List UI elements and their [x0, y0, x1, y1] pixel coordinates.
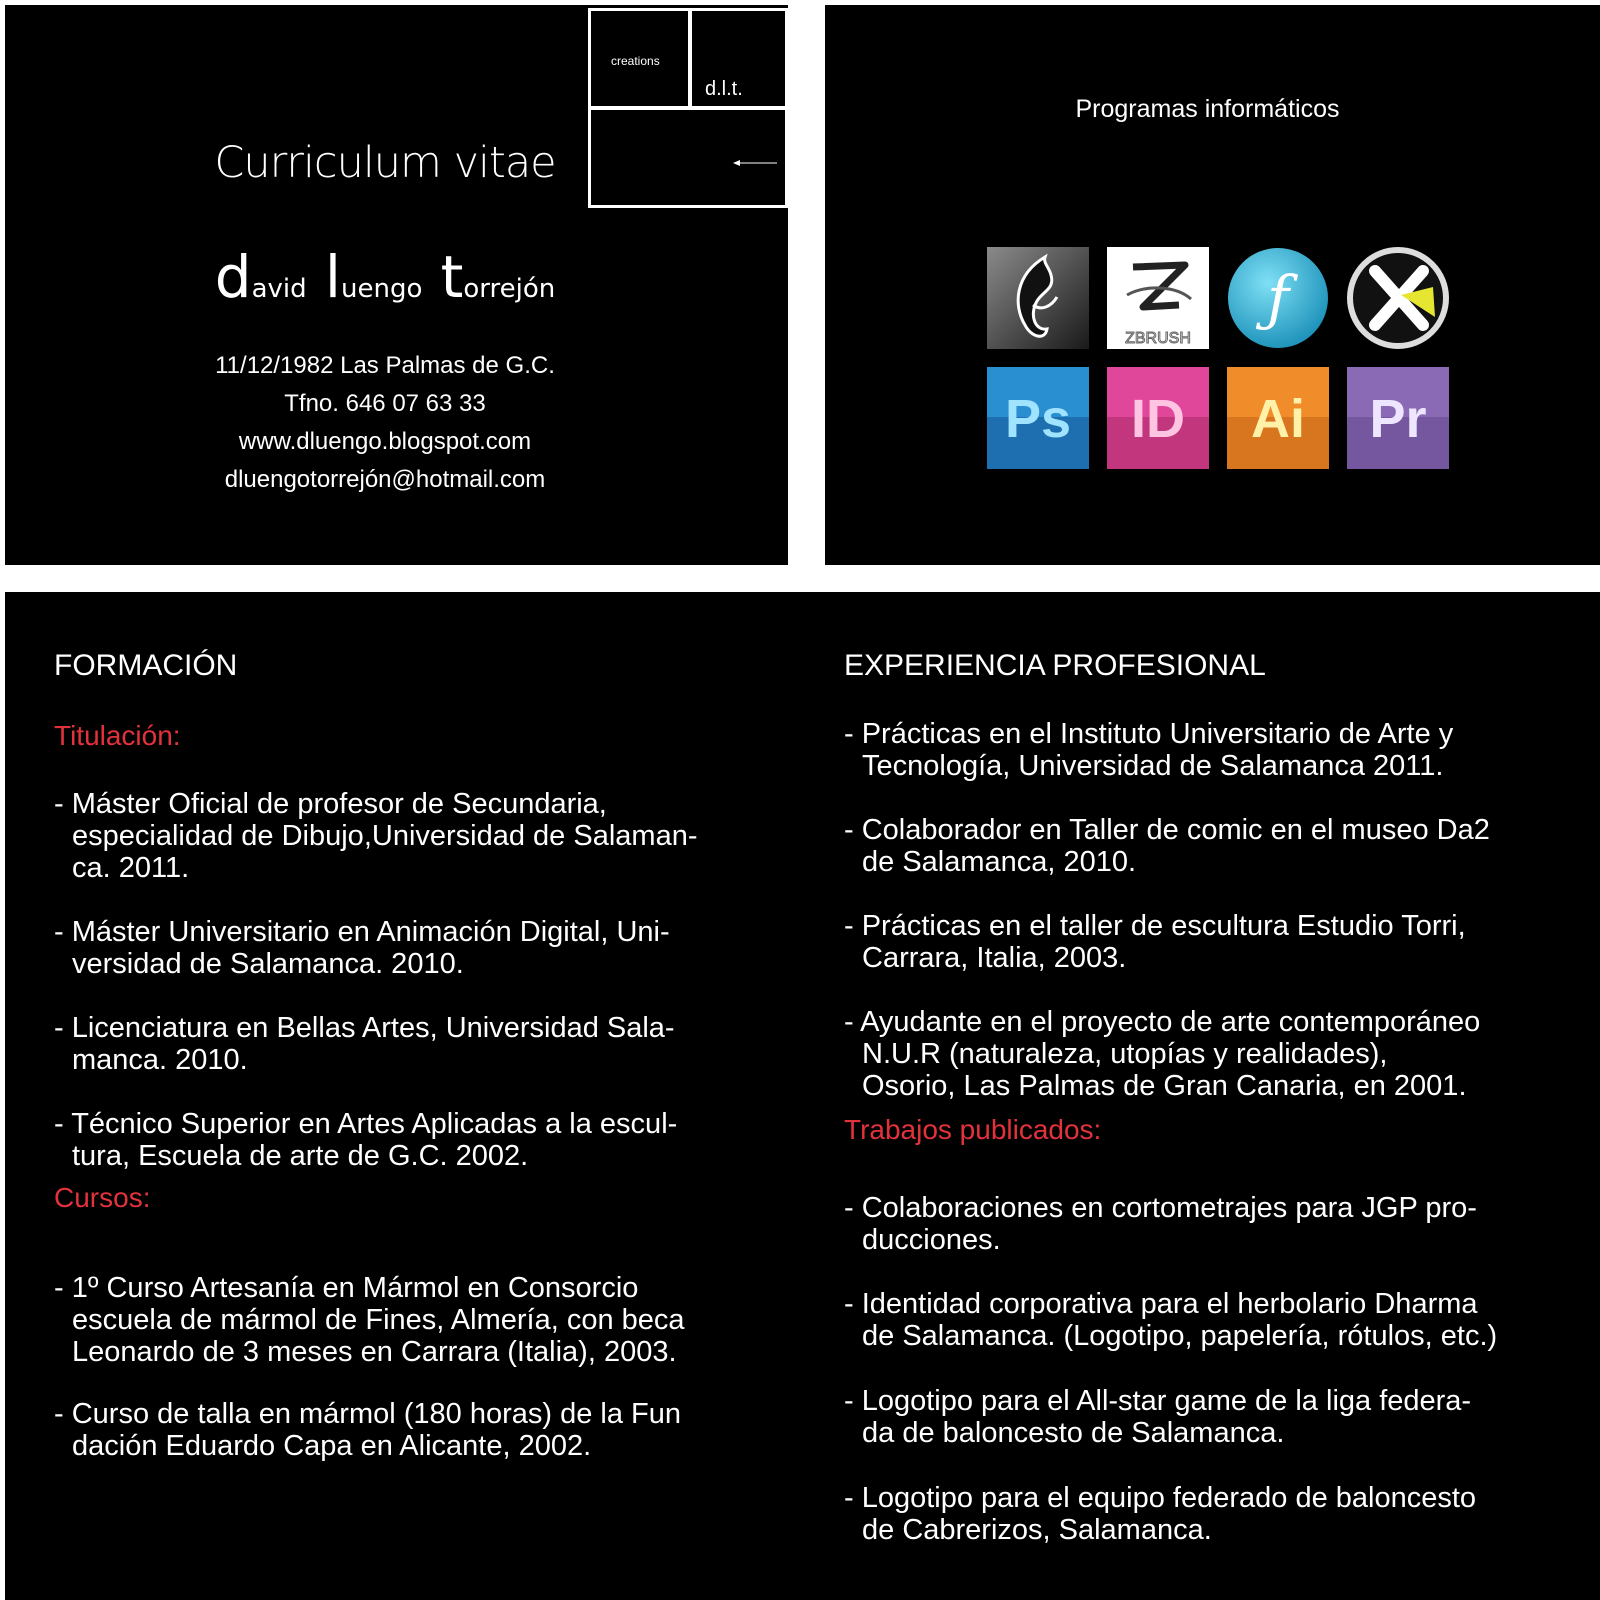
- item-line: - Prácticas en el taller de escultura Estudio Torri,: [844, 910, 1466, 942]
- item-line: ducciones.: [862, 1224, 1001, 1256]
- trabajo-item: [844, 1482, 1476, 1546]
- item-line: manca. 2010.: [72, 1044, 248, 1076]
- birth-info: 11/12/1982 Las Palmas de G.C.: [215, 352, 555, 379]
- item-line: de Salamanca. (Logotipo, papelería, rótulos, etc.): [862, 1320, 1498, 1352]
- item-line: Tecnología, Universidad de Salamanca 2011.: [862, 750, 1444, 782]
- zbrush-icon: [1105, 245, 1211, 351]
- item-line: dación Eduardo Capa en Alicante, 2002.: [72, 1430, 592, 1462]
- item-line: - Máster Universitario en Animación Digital, Uni-: [54, 916, 670, 948]
- premiere-label: Pr: [1369, 389, 1427, 449]
- photoshop-label: Ps: [1004, 389, 1072, 449]
- item-line: Leonardo de 3 meses en Carrara (Italia), 2003.: [72, 1336, 677, 1368]
- illustrator-label: Ai: [1251, 389, 1305, 449]
- curso-item: [54, 1398, 681, 1462]
- flash-label: ƒ: [1266, 264, 1290, 334]
- item-line: - Prácticas en el Instituto Universitario de Arte y: [844, 718, 1454, 750]
- item-line: - Curso de talla en mármol (180 horas) de la Fun: [54, 1398, 682, 1430]
- content-panel: [5, 592, 1600, 1600]
- item-line: - Identidad corporativa para el herbolario Dharma: [844, 1288, 1478, 1320]
- item-line: especialidad de Dibujo,Universidad de Salaman-: [72, 820, 698, 852]
- zbrush-label: ZBRUSH: [1125, 330, 1191, 347]
- titulacion-item: [54, 788, 697, 884]
- item-line: versidad de Salamanca. 2010.: [72, 948, 464, 980]
- curso-item: [54, 1272, 685, 1368]
- trabajo-item: [844, 1192, 1477, 1256]
- indesign-icon: [1105, 365, 1211, 471]
- name-rest-2: uengo: [341, 274, 423, 304]
- experiencia-item: [844, 910, 1466, 974]
- logo-divider-vertical: [688, 11, 692, 109]
- name-initial-1: d: [214, 243, 252, 311]
- item-line: de Cabrerizos, Salamanca.: [862, 1514, 1212, 1546]
- programs-panel: [825, 5, 1600, 565]
- logo-divider-horizontal: [591, 106, 785, 110]
- experiencia-title: EXPERIENCIA PROFESIONAL: [844, 649, 1266, 682]
- item-line: - Licenciatura en Bellas Artes, Universidad Sala-: [54, 1012, 675, 1044]
- xsi-icon: [1345, 245, 1451, 351]
- item-line: Carrara, Italia, 2003.: [862, 942, 1127, 974]
- illustrator-icon: [1225, 365, 1331, 471]
- logo-initials: d.l.t.: [705, 78, 743, 100]
- titulacion-item: [54, 1108, 677, 1172]
- website-link[interactable]: www.dluengo.blogspot.com: [238, 428, 532, 455]
- header-panel: [5, 5, 788, 565]
- item-line: N.U.R (naturaleza, utopías y realidades),: [862, 1038, 1388, 1070]
- item-line: - Técnico Superior en Artes Aplicadas a la escul-: [54, 1108, 678, 1140]
- titulacion-item: [54, 1012, 675, 1076]
- programs-title: Programas informáticos: [1075, 95, 1340, 123]
- premiere-icon: [1345, 365, 1451, 471]
- formacion-title: FORMACIÓN: [54, 649, 238, 682]
- item-line: - Ayudante en el proyecto de arte contemporáneo: [844, 1006, 1481, 1038]
- trabajo-item: [844, 1385, 1471, 1449]
- cv-title: Curriculum vitae: [214, 138, 556, 188]
- trabajo-item: [844, 1288, 1497, 1352]
- item-line: Osorio, Las Palmas de Gran Canaria, en 2001.: [862, 1070, 1467, 1102]
- contact-info: [5, 347, 765, 499]
- name-initial-3: t: [440, 243, 464, 311]
- photoshop-icon: [985, 365, 1091, 471]
- item-line: tura, Escuela de arte de G.C. 2002.: [72, 1140, 529, 1172]
- item-line: - Logotipo para el equipo federado de baloncesto: [844, 1482, 1477, 1514]
- flash-icon: [1225, 245, 1331, 351]
- name-rest-3: orrejón: [463, 274, 556, 304]
- name-initial-2: l: [324, 243, 341, 311]
- indesign-label: ID: [1131, 389, 1185, 449]
- item-line: escuela de mármol de Fines, Almería, con beca: [72, 1304, 685, 1336]
- email-link[interactable]: dluengotorrejón@hotmail.com: [224, 466, 546, 493]
- experiencia-item: [844, 814, 1490, 878]
- item-line: ca. 2011.: [72, 852, 190, 884]
- item-line: - Máster Oficial de profesor de Secundaria,: [54, 788, 607, 820]
- item-line: - Logotipo para el All-star game de la liga federa-: [844, 1385, 1472, 1417]
- experiencia-item: [844, 1006, 1480, 1102]
- item-line: - Colaborador en Taller de comic en el museo Da2: [844, 814, 1490, 846]
- maya-icon: [985, 245, 1091, 351]
- phone: Tfno. 646 07 63 33: [284, 390, 486, 417]
- titulacion-label: Titulación:: [54, 720, 181, 751]
- titulacion-item: [54, 916, 670, 980]
- item-line: - 1º Curso Artesanía en Mármol en Consorcio: [54, 1272, 639, 1304]
- experiencia-item: [844, 718, 1453, 782]
- item-line: de Salamanca, 2010.: [862, 846, 1137, 878]
- item-line: - Colaboraciones en cortometrajes para JGP pro-: [844, 1192, 1477, 1224]
- full-name: [5, 243, 765, 311]
- name-rest-1: avid: [251, 274, 307, 304]
- trabajos-label: Trabajos publicados:: [844, 1114, 1102, 1145]
- cursos-label: Cursos:: [54, 1182, 151, 1213]
- item-line: da de baloncesto de Salamanca.: [862, 1417, 1285, 1449]
- logo-creations-text: creations: [611, 54, 660, 68]
